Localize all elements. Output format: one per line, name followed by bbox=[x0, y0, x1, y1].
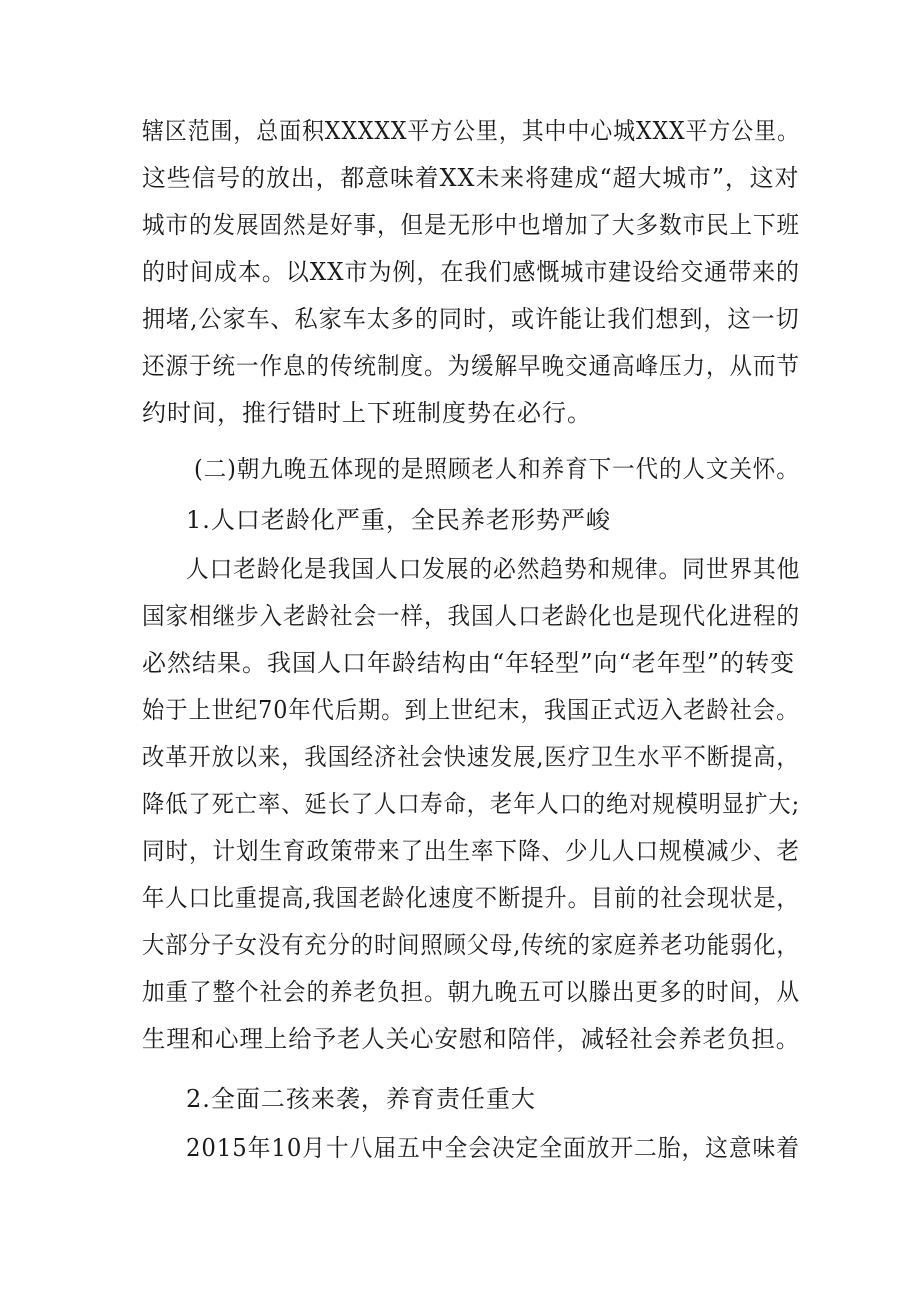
paragraph-line: 城市的发展固然是好事，但是无形中也增加了大多数市民上下班 bbox=[142, 211, 800, 239]
paragraph-line: 改革开放以来，我国经济社会快速发展,医疗卫生水平不断提高， bbox=[142, 743, 800, 771]
paragraph-line: 约时间，推行错时上下班制度势在必行。 bbox=[142, 399, 592, 427]
paragraph-line: 必然结果。我国人口年龄结构由“年轻型”向“老年型”的转变 bbox=[142, 649, 796, 677]
paragraph-line: 国家相继步入老龄社会一样，我国人口老龄化也是现代化进程的 bbox=[142, 602, 800, 630]
paragraph-line: 这些信号的放出，都意味着XX未来将建成“超大城市”，这对 bbox=[142, 164, 800, 192]
paragraph-line: 生理和心理上给予老人关心安慰和陪伴，减轻社会养老负担。 bbox=[142, 1025, 801, 1053]
paragraph-line: 辖区范围，总面积XXXXX平方公里，其中中心城XXX平方公里。 bbox=[142, 117, 800, 145]
paragraph-line: 人口老龄化是我国人口发展的必然趋势和规律。同世界其他 bbox=[186, 555, 801, 583]
subheading: 2.全面二孩来袭，养育责任重大 bbox=[186, 1085, 536, 1113]
paragraph-line: 大部分子女没有充分的时间照顾父母,传统的家庭养老功能弱化， bbox=[142, 931, 800, 959]
paragraph-line: 的时间成本。以XX市为例，在我们感慨城市建设给交通带来的 bbox=[142, 258, 801, 286]
paragraph-line: 拥堵,公家车、私家车太多的同时，或许能让我们想到，这一切 bbox=[142, 305, 800, 333]
section-heading: (二)朝九晚五体现的是照顾老人和养育下一代的人文关怀。 bbox=[194, 455, 800, 483]
paragraph-line: 还源于统一作息的传统制度。为缓解早晚交通高峰压力，从而节 bbox=[142, 352, 800, 380]
paragraph-line: 降低了死亡率、延长了人口寿命，老年人口的绝对规模明显扩大; bbox=[142, 790, 801, 818]
paragraph-line: 2015年10月十八届五中全会决定全面放开二胎，这意味着 bbox=[186, 1134, 800, 1162]
paragraph-line: 同时，计划生育政策带来了出生率下降、少儿人口规模减少、老 bbox=[142, 837, 800, 865]
subheading: 1.人口老龄化严重，全民养老形势严峻 bbox=[186, 506, 611, 534]
paragraph-line: 始于上世纪70年代后期。到上世纪末，我国正式迈入老龄社会。 bbox=[142, 696, 800, 724]
paragraph-line: 加重了整个社会的养老负担。朝九晚五可以滕出更多的时间，从 bbox=[142, 978, 800, 1006]
paragraph-line: 年人口比重提高,我国老龄化速度不断提升。目前的社会现状是， bbox=[142, 884, 800, 912]
